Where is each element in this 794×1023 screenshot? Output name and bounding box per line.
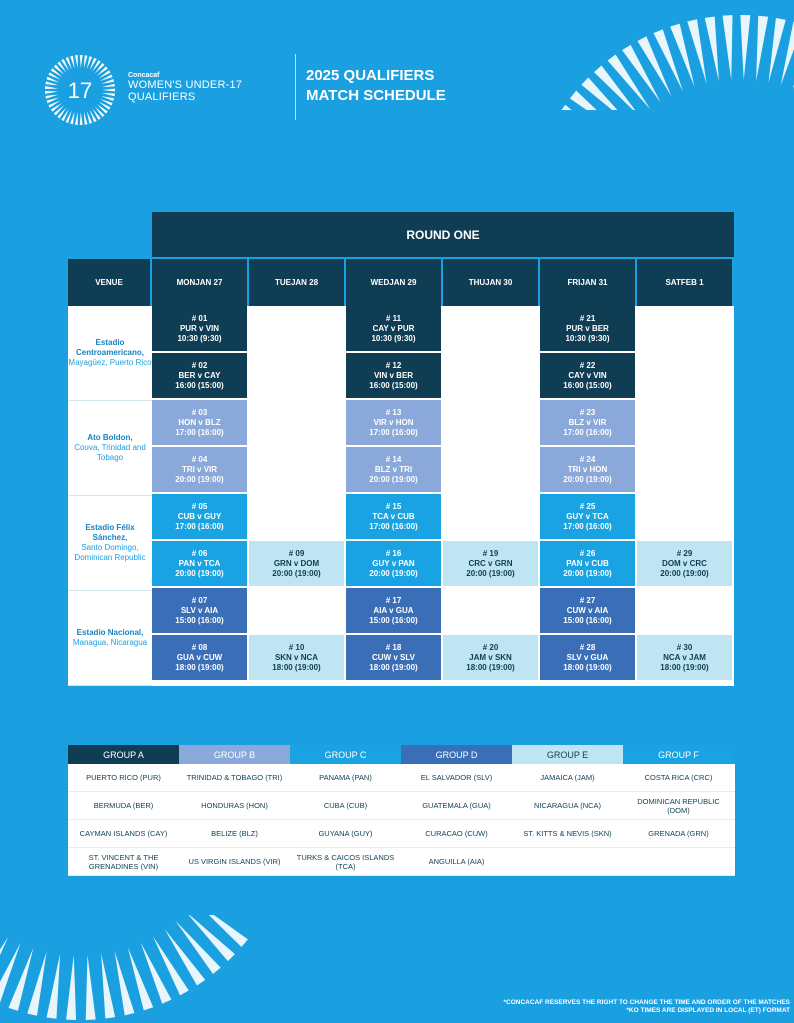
venue-cell	[68, 401, 152, 496]
footnote-line-2: *KO TIMES ARE DISPLAYED IN LOCAL (ET) FORMAT	[626, 1007, 790, 1014]
match-time: 20:00 (19:00)	[175, 568, 224, 578]
group-header: GROUP C	[290, 745, 401, 764]
match-number: # 15	[385, 501, 402, 511]
group-team: US VIRGIN ISLANDS (VIR)	[188, 857, 281, 866]
group-team: JAMAICA (JAM)	[540, 773, 595, 782]
day-of-week: THU	[468, 277, 486, 287]
ray-shape	[101, 954, 115, 1019]
match-teams: CAY v VIN	[568, 370, 607, 380]
empty-slot	[443, 447, 538, 492]
tournament-logo-icon	[44, 54, 116, 126]
match-teams: SLV v AIA	[180, 605, 219, 615]
ray-shape	[45, 86, 58, 89]
match-teams: TRI v HON	[567, 464, 608, 474]
match-number: # 12	[385, 360, 402, 370]
match-cell	[346, 447, 441, 492]
match-time: 20:00 (19:00)	[563, 568, 612, 578]
match-time: 20:00 (19:00)	[466, 568, 515, 578]
ray-shape	[164, 929, 205, 986]
match-time: 15:00 (16:00)	[563, 615, 612, 625]
group-header: GROUP E	[512, 745, 623, 764]
venue-place: Santo Domingo, Dominican Republic	[74, 543, 146, 562]
match-cell	[346, 306, 441, 351]
day-of-week: SAT	[665, 277, 681, 287]
ray-shape	[86, 955, 96, 1020]
match-cell	[540, 447, 635, 492]
match-time: 16:00 (15:00)	[563, 380, 612, 390]
empty-slot	[637, 588, 732, 633]
match-cell	[346, 353, 441, 398]
group-header: GROUP F	[623, 745, 734, 764]
venue-cell	[68, 306, 152, 401]
match-time: 17:00 (16:00)	[175, 427, 224, 437]
group-team	[512, 848, 623, 875]
match-teams: CUW v SLV	[372, 652, 415, 662]
empty-slot	[443, 494, 538, 539]
match-teams: CUW v AIA	[566, 605, 609, 615]
empty-slot	[637, 306, 732, 351]
group-team: PANAMA (PAN)	[319, 773, 372, 782]
match-teams: TCA v CUB	[372, 511, 415, 521]
match-cell	[152, 541, 247, 586]
match-cell	[540, 494, 635, 539]
ray-shape	[102, 93, 115, 96]
match-cell	[637, 541, 732, 586]
title-line-2: MATCH SCHEDULE	[306, 87, 446, 104]
venue-header: VENUE	[68, 259, 150, 306]
group-row	[68, 792, 735, 820]
empty-slot	[249, 588, 344, 633]
match-cell	[443, 541, 538, 586]
match-time: 10:30 (9:30)	[177, 333, 222, 343]
group-team: GRENADA (GRN)	[648, 829, 709, 838]
group-team: DOMINICAN REPUBLIC (DOM)	[637, 796, 720, 815]
ray-shape	[27, 951, 46, 1015]
group-team: HONDURAS (HON)	[201, 801, 268, 810]
match-number: # 02	[191, 360, 208, 370]
group-team: ANGUILLA (AIA)	[428, 857, 485, 866]
day-column	[637, 306, 734, 686]
match-cell	[152, 494, 247, 539]
ray-shape	[723, 15, 733, 80]
match-time: 17:00 (16:00)	[369, 427, 418, 437]
match-cell	[540, 635, 635, 680]
ray-shape	[47, 954, 61, 1019]
match-cell	[443, 635, 538, 680]
match-time: 20:00 (19:00)	[369, 568, 418, 578]
ray-shape	[80, 112, 83, 125]
ray-shape	[75, 55, 78, 68]
match-number: # 17	[385, 595, 402, 605]
empty-slot	[637, 494, 732, 539]
match-cell	[152, 635, 247, 680]
match-cell	[249, 541, 344, 586]
ray-shape	[75, 112, 78, 125]
header-divider	[295, 54, 296, 120]
match-time: 18:00 (19:00)	[660, 662, 709, 672]
match-time: 10:30 (9:30)	[565, 333, 610, 343]
match-number: # 09	[288, 548, 305, 558]
match-teams: PUR v VIN	[179, 323, 220, 333]
day-date: JAN 30	[485, 277, 513, 287]
group-team: BELIZE (BLZ)	[211, 829, 258, 838]
day-of-week: WED	[370, 277, 390, 287]
match-cell	[152, 588, 247, 633]
group-team: CAYMAN ISLANDS (CAY)	[79, 829, 168, 838]
match-cell	[152, 447, 247, 492]
match-cell	[152, 400, 247, 445]
empty-slot	[249, 353, 344, 398]
group-header: GROUP D	[401, 745, 512, 764]
match-time: 17:00 (16:00)	[175, 521, 224, 531]
match-number: # 19	[482, 548, 499, 558]
match-cell	[346, 635, 441, 680]
match-cell	[637, 635, 732, 680]
footnote	[504, 999, 791, 1015]
empty-slot	[249, 306, 344, 351]
group-team: TRINIDAD & TOBAGO (TRI)	[186, 773, 283, 782]
day-column	[249, 306, 346, 686]
ray-shape	[102, 89, 115, 92]
brand-line-2: QUALIFIERS	[128, 91, 196, 103]
group-row	[68, 764, 735, 792]
match-number: # 14	[385, 454, 402, 464]
match-teams: BLZ v TRI	[374, 464, 413, 474]
match-number: # 11	[385, 313, 402, 323]
match-teams: TRI v VIR	[181, 464, 218, 474]
match-number: # 28	[579, 642, 596, 652]
match-number: # 10	[288, 642, 305, 652]
match-cell	[346, 588, 441, 633]
day-header	[540, 259, 635, 306]
group-header: GROUP A	[68, 745, 179, 764]
ray-shape	[45, 95, 58, 99]
groups-body	[68, 764, 735, 876]
empty-slot	[637, 400, 732, 445]
match-time: 20:00 (19:00)	[369, 474, 418, 484]
group-header: GROUP B	[179, 745, 290, 764]
match-schedule-table	[68, 212, 734, 686]
brand-block	[128, 72, 242, 103]
match-teams: GUY v TCA	[566, 511, 609, 521]
empty-slot	[637, 447, 732, 492]
match-cell	[540, 541, 635, 586]
match-time: 18:00 (19:00)	[175, 662, 224, 672]
match-time: 17:00 (16:00)	[563, 521, 612, 531]
match-number: # 27	[579, 595, 596, 605]
match-teams: CRC v GRN	[468, 558, 513, 568]
match-number: # 18	[385, 642, 402, 652]
sunburst-decoration-bottom	[0, 915, 320, 1023]
match-teams: PUR v BER	[566, 323, 609, 333]
match-cell	[346, 541, 441, 586]
group-team: NICARAGUA (NCA)	[533, 801, 602, 810]
match-teams: JAM v SKN	[469, 652, 512, 662]
ray-shape	[66, 110, 72, 123]
match-time: 18:00 (19:00)	[272, 662, 321, 672]
schedule-header-row	[68, 259, 734, 306]
match-time: 20:00 (19:00)	[272, 568, 321, 578]
day-header	[346, 259, 441, 306]
empty-slot	[443, 588, 538, 633]
day-date: JAN 28	[290, 277, 319, 287]
match-time: 18:00 (19:00)	[369, 662, 418, 672]
empty-slot	[443, 306, 538, 351]
venue-name: Estadio Félix Sánchez,	[85, 523, 135, 542]
match-cell	[540, 588, 635, 633]
match-teams: HON v BLZ	[178, 417, 221, 427]
match-time: 20:00 (19:00)	[563, 474, 612, 484]
match-teams: VIN v BER	[373, 370, 414, 380]
match-number: # 07	[191, 595, 208, 605]
match-time: 16:00 (15:00)	[369, 380, 418, 390]
ray-shape	[781, 22, 794, 86]
venue-name: Estadio Centroamericano,	[75, 338, 145, 357]
group-team: EL SALVADOR (SLV)	[420, 773, 493, 782]
match-number: # 13	[385, 407, 402, 417]
match-number: # 21	[579, 313, 596, 323]
brand-small: Concacaf	[128, 72, 160, 79]
match-teams: NCA v JAM	[663, 652, 706, 662]
match-cell	[540, 306, 635, 351]
match-time: 18:00 (19:00)	[466, 662, 515, 672]
match-number: # 29	[676, 548, 693, 558]
ray-shape	[45, 81, 58, 85]
match-teams: CUB v GUY	[177, 511, 222, 521]
venue-place: Mayagüez, Puerto Rico	[68, 358, 152, 367]
match-cell	[540, 353, 635, 398]
match-number: # 23	[579, 407, 596, 417]
empty-slot	[443, 400, 538, 445]
empty-slot	[637, 353, 732, 398]
day-column	[540, 306, 637, 686]
match-time: 18:00 (19:00)	[563, 662, 612, 672]
match-number: # 24	[579, 454, 596, 464]
groups-header-row	[68, 745, 735, 764]
ray-shape	[705, 16, 719, 81]
match-teams: BER v CAY	[178, 370, 221, 380]
title-line-1: 2025 QUALIFIERS	[306, 67, 435, 84]
day-column	[443, 306, 540, 686]
empty-slot	[249, 494, 344, 539]
day-date: FEB 1	[680, 277, 704, 287]
match-time: 20:00 (19:00)	[660, 568, 709, 578]
match-cell	[540, 400, 635, 445]
empty-slot	[249, 447, 344, 492]
match-cell	[346, 400, 441, 445]
ray-shape	[54, 65, 64, 75]
day-date: JAN 31	[580, 277, 608, 287]
round-label: ROUND ONE	[152, 212, 734, 257]
group-row	[68, 848, 735, 876]
day-of-week: TUE	[274, 277, 291, 287]
group-row	[68, 820, 735, 848]
group-team: COSTA RICA (CRC)	[644, 773, 713, 782]
ray-shape	[84, 112, 88, 125]
group-team: CURACAO (CUW)	[425, 829, 488, 838]
match-number: # 08	[191, 642, 208, 652]
venue-name: Estadio Nacional,	[76, 628, 144, 637]
day-header	[152, 259, 247, 306]
match-teams: CAY v PUR	[372, 323, 415, 333]
ray-shape	[186, 915, 235, 961]
match-teams: SLV v GUA	[566, 652, 609, 662]
ray-shape	[740, 15, 750, 80]
match-teams: PAN v CUB	[566, 558, 609, 568]
ray-shape	[128, 947, 153, 1010]
day-of-week: FRI	[567, 277, 581, 287]
match-teams: DOM v CRC	[662, 558, 707, 568]
match-number: # 22	[579, 360, 596, 370]
ray-shape	[622, 45, 661, 103]
match-cell	[249, 635, 344, 680]
ray-shape	[45, 91, 58, 94]
match-teams: GUA v CUW	[176, 652, 223, 662]
ray-shape	[80, 55, 83, 68]
ray-shape	[8, 948, 33, 1011]
match-number: # 05	[191, 501, 208, 511]
brand-line-1: WOMEN'S UNDER-17	[128, 79, 243, 91]
ray-shape	[84, 55, 88, 68]
day-date: JAN 27	[195, 277, 223, 287]
ray-shape	[66, 57, 72, 70]
venue-cell	[68, 591, 152, 686]
match-teams: AIA v GUA	[373, 605, 414, 615]
empty-slot	[443, 353, 538, 398]
page-title	[306, 66, 446, 106]
day-header	[637, 259, 732, 306]
match-number: # 04	[191, 454, 208, 464]
group-team: GUYANA (GUY)	[318, 829, 373, 838]
day-column	[346, 306, 443, 686]
day-date: JAN 29	[389, 277, 417, 287]
day-of-week: MON	[176, 277, 196, 287]
match-number: # 30	[676, 642, 693, 652]
venue-column	[68, 306, 152, 686]
venue-place: Couva, Trinidad and Tobago	[74, 443, 146, 462]
match-time: 20:00 (19:00)	[175, 474, 224, 484]
match-number: # 25	[579, 501, 596, 511]
venue-place: Managua, Nicaragua	[72, 638, 148, 647]
match-teams: PAN v TCA	[178, 558, 221, 568]
match-teams: SKN v NCA	[274, 652, 319, 662]
match-cell	[152, 353, 247, 398]
group-team: TURKS & CAICOS ISLANDS (TCA)	[296, 852, 395, 871]
group-team	[623, 848, 734, 875]
match-time: 15:00 (16:00)	[369, 615, 418, 625]
group-team: ST. VINCENT & THE GRENADINES (VIN)	[88, 852, 159, 871]
ray-shape	[102, 84, 115, 87]
day-header	[249, 259, 344, 306]
schedule-body	[68, 306, 734, 686]
footnote-line-1: *CONCACAF RESERVES THE RIGHT TO CHANGE THE TIME AND ORDER OF THE MATCHES	[503, 999, 790, 1006]
ray-shape	[66, 955, 76, 1020]
match-number: # 01	[191, 313, 208, 323]
match-number: # 03	[191, 407, 208, 417]
match-number: # 16	[385, 548, 402, 558]
match-time: 17:00 (16:00)	[563, 427, 612, 437]
group-team: BERMUDA (BER)	[93, 801, 154, 810]
match-cell	[152, 306, 247, 351]
match-number: # 26	[579, 548, 596, 558]
group-team: GUATEMALA (GUA)	[422, 801, 491, 810]
ray-shape	[175, 921, 220, 974]
match-teams: GUY v PAN	[372, 558, 415, 568]
group-team: ST. KITTS & NEVIS (SKN)	[523, 829, 612, 838]
match-cell	[346, 494, 441, 539]
match-time: 17:00 (16:00)	[369, 521, 418, 531]
match-time: 10:30 (9:30)	[371, 333, 416, 343]
match-teams: BLZ v VIR	[568, 417, 607, 427]
venue-cell	[68, 496, 152, 591]
group-team: CUBA (CUB)	[323, 801, 368, 810]
venue-name: Ato Boldon,	[87, 433, 133, 442]
match-time: 16:00 (15:00)	[175, 380, 224, 390]
day-column	[152, 306, 249, 686]
sunburst-decoration-top	[480, 0, 794, 110]
logo-number: 17	[67, 78, 93, 103]
match-time: 15:00 (16:00)	[175, 615, 224, 625]
match-teams: GRN v DOM	[273, 558, 320, 568]
ray-shape	[54, 105, 64, 115]
ray-shape	[756, 16, 768, 81]
match-number: # 20	[482, 642, 499, 652]
group-team: PUERTO RICO (PUR)	[86, 773, 161, 782]
empty-slot	[249, 400, 344, 445]
day-header	[443, 259, 538, 306]
match-number: # 06	[191, 548, 208, 558]
groups-table	[68, 745, 735, 876]
match-teams: VIR v HON	[373, 417, 414, 427]
day-columns	[152, 306, 734, 686]
